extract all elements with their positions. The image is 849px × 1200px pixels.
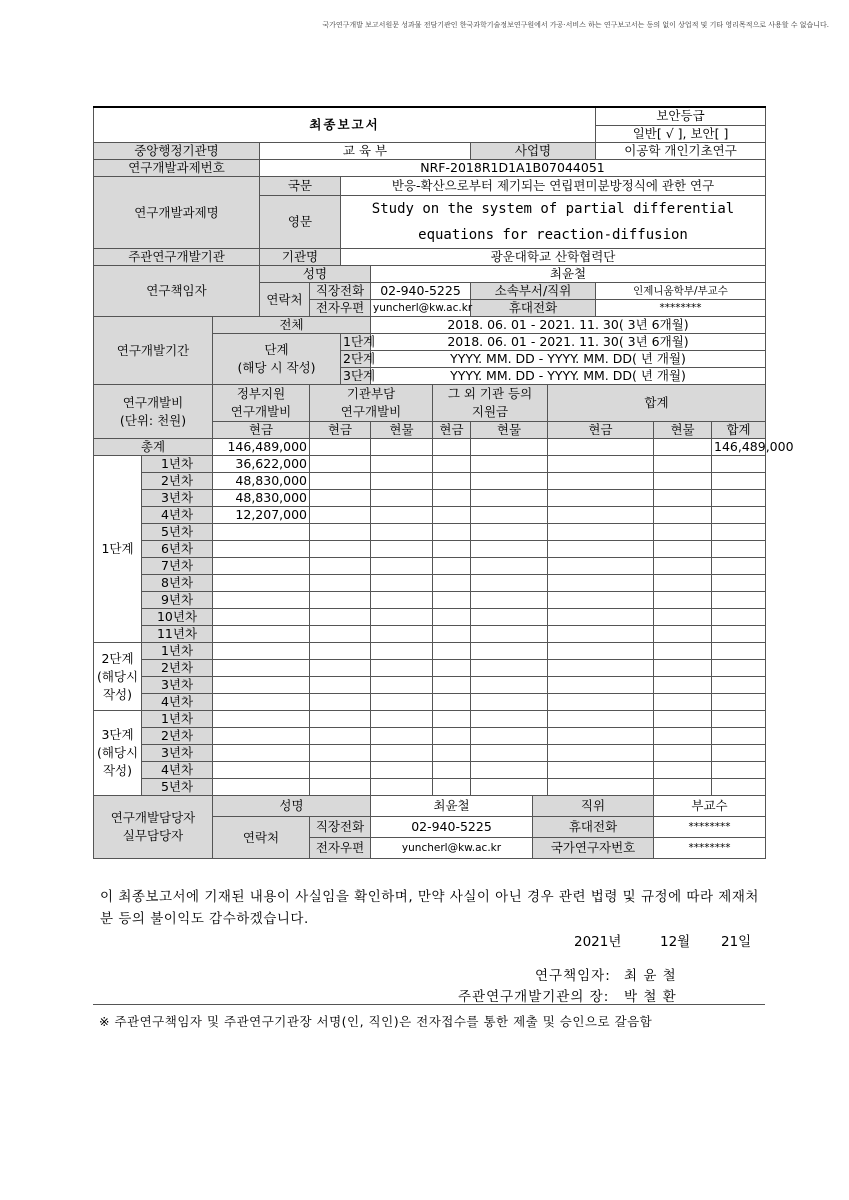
gov-cash-value: [213, 609, 310, 626]
staff-mobile-label: 휴대전화: [533, 817, 654, 838]
empty-cell: [712, 490, 766, 507]
pi-label: 연구책임자: [94, 266, 260, 317]
empty-cell: [433, 711, 471, 728]
staff-label: 연구개발담당자: [110, 810, 196, 825]
empty-cell: [310, 660, 371, 677]
year-label: 3년차: [142, 677, 213, 694]
year-label: 11년차: [142, 626, 213, 643]
year-label: 3년차: [142, 745, 213, 762]
budget-row: [94, 728, 766, 745]
empty-cell: [371, 473, 433, 490]
empty-cell: [471, 473, 548, 490]
empty-cell: [654, 473, 712, 490]
empty-cell: [371, 558, 433, 575]
pi-contact-label: 연락처: [260, 283, 310, 317]
empty-cell: [371, 541, 433, 558]
task-name-eng-line1: Study on the system of partial differential: [371, 201, 735, 217]
empty-cell: [712, 660, 766, 677]
gov-cash-label: 현금: [213, 422, 310, 439]
empty-cell: [471, 609, 548, 626]
pi-sign-name: 최 윤 철: [624, 968, 677, 984]
sum-total-label: 합계: [712, 422, 766, 439]
gov-cash-value: [213, 660, 310, 677]
institution-label: 주관연구개발기관: [94, 249, 260, 266]
year-label: 2년차: [142, 728, 213, 745]
empty-cell: [371, 575, 433, 592]
empty-cell: [654, 745, 712, 762]
empty-cell: [548, 541, 654, 558]
empty-cell: [471, 643, 548, 660]
security-value: 일반[ √ ], 보안[ ]: [596, 125, 766, 143]
gov-cash-value: 48,830,000: [213, 490, 310, 507]
year-label: 2년차: [142, 660, 213, 677]
empty-cell: [371, 779, 433, 796]
period-stage-label: 단계: [264, 342, 289, 357]
empty-cell: [712, 677, 766, 694]
pi-phone: 02-940-5225: [371, 283, 471, 300]
empty-cell: [712, 609, 766, 626]
inst-cash-label: 현금: [310, 422, 371, 439]
staff-name: 최윤철: [371, 796, 533, 817]
empty-cell: [654, 592, 712, 609]
budget-row: [94, 592, 766, 609]
year-label: 6년차: [142, 541, 213, 558]
sum-kind-label: 현물: [654, 422, 712, 439]
stage1-label-line: 1단계: [101, 541, 134, 556]
empty-cell: [471, 592, 548, 609]
empty-cell: [471, 456, 548, 473]
other-kind-label: 현물: [471, 422, 548, 439]
empty-cell: [433, 677, 471, 694]
empty-cell: [433, 473, 471, 490]
empty-cell: [548, 762, 654, 779]
empty-cell: [654, 558, 712, 575]
empty-cell: [471, 558, 548, 575]
year-label: 5년차: [142, 779, 213, 796]
empty-cell: [371, 490, 433, 507]
empty-cell: [371, 456, 433, 473]
budget-row: [94, 745, 766, 762]
pi-email: yuncherl@kw.ac.kr: [371, 300, 471, 317]
pi-mobile: ********: [596, 300, 766, 317]
empty-cell: [310, 456, 371, 473]
gov-fund-label2: 연구개발비: [230, 404, 292, 419]
agency-value: 교 육 부: [260, 143, 471, 160]
budget-unit: (단위: 천원): [119, 412, 187, 428]
empty-cell: [310, 728, 371, 745]
empty-cell: [433, 524, 471, 541]
empty-cell: [310, 592, 371, 609]
empty-cell: [654, 762, 712, 779]
date-year: 2021년: [574, 934, 622, 950]
budget-row: [94, 524, 766, 541]
empty-cell: [371, 745, 433, 762]
staff-contact-label: 연락처: [213, 817, 310, 859]
empty-cell: [471, 762, 548, 779]
empty-cell: [654, 609, 712, 626]
empty-cell: [433, 728, 471, 745]
empty-cell: [712, 711, 766, 728]
gov-cash-value: [213, 762, 310, 779]
report-form: [93, 106, 794, 859]
year-label: 3년차: [142, 490, 213, 507]
empty-cell: [654, 575, 712, 592]
copyright-notice: 국가연구개발 보고서원문 성과물 전담기관인 한국과학기술정보연구원에서 가공·서비스 하는 연구보고서는 동의 없이 상업적 및 기타 영리목적으로 사용할 수 없습니다.: [322, 21, 829, 29]
sum-fund-label: 합계: [548, 385, 766, 422]
year-label: 4년차: [142, 762, 213, 779]
head-sign-label: 주관연구개발기관의 장:: [458, 989, 610, 1005]
period-total: 2018. 06. 01 - 2021. 11. 30( 3년 6개월): [371, 317, 766, 334]
other-fund-label: 그 외 기관 등의: [447, 386, 533, 401]
empty-cell: [471, 541, 548, 558]
empty-cell: [548, 677, 654, 694]
date-month: 12월: [660, 934, 691, 950]
stage3-label-line: 작성): [102, 763, 133, 778]
task-name-kor-label: 국문: [260, 177, 341, 196]
staff-phone-label: 직장전화: [310, 817, 371, 838]
empty-cell: [471, 677, 548, 694]
task-name-eng-label: 영문: [260, 196, 341, 249]
empty-cell: [654, 541, 712, 558]
period-stage-note: (해당 시 작성): [237, 360, 316, 375]
empty-cell: [712, 592, 766, 609]
other-fund-label2: 지원금: [471, 404, 509, 419]
stage3-label: [94, 711, 142, 796]
gov-cash-value: [213, 541, 310, 558]
empty-cell: [371, 694, 433, 711]
year-label: 1년차: [142, 643, 213, 660]
empty-cell: [712, 745, 766, 762]
empty-cell: [433, 575, 471, 592]
footer-divider: [93, 1004, 765, 1005]
empty-cell: [433, 507, 471, 524]
pi-phone-label: 직장전화: [310, 283, 371, 300]
empty-cell: [310, 541, 371, 558]
task-name-eng-line2: equations for reaction-diffusion: [418, 227, 688, 243]
task-no-value: NRF-2018R1D1A1B07044051: [260, 160, 766, 177]
stage3-label-line: 3단계: [101, 727, 134, 742]
empty-cell: [310, 677, 371, 694]
empty-cell: [371, 660, 433, 677]
empty-cell: [548, 660, 654, 677]
empty-cell: [433, 660, 471, 677]
budget-row: [94, 643, 766, 660]
empty-cell: [712, 762, 766, 779]
researcher-no-label: 국가연구자번호: [533, 838, 654, 859]
period-s1-label: 1단계: [341, 334, 371, 351]
empty-cell: [310, 779, 371, 796]
empty-cell: [548, 609, 654, 626]
year-label: 8년차: [142, 575, 213, 592]
empty-cell: [433, 626, 471, 643]
empty-cell: [471, 711, 548, 728]
institution-name-label: 기관명: [260, 249, 341, 266]
period-s3: YYYY. MM. DD - YYYY. MM. DD( 년 개월): [371, 368, 766, 385]
pi-sign-label: 연구책임자:: [535, 968, 611, 984]
period-s2: YYYY. MM. DD - YYYY. MM. DD( 년 개월): [371, 351, 766, 368]
empty-cell: [310, 643, 371, 660]
empty-cell: [433, 541, 471, 558]
empty-cell: [548, 694, 654, 711]
empty-cell: [654, 643, 712, 660]
empty-cell: [433, 643, 471, 660]
empty-cell: [548, 575, 654, 592]
agency-label: 중앙행정기관명: [94, 143, 260, 160]
empty-cell: [712, 524, 766, 541]
budget-row: [94, 456, 766, 473]
budget-row: [94, 609, 766, 626]
empty-cell: [371, 762, 433, 779]
empty-cell: [712, 626, 766, 643]
empty-cell: [433, 694, 471, 711]
gov-cash-value: 36,622,000: [213, 456, 310, 473]
sum-cash-label: 현금: [548, 422, 654, 439]
gov-cash-value: [213, 728, 310, 745]
gov-cash-value: [213, 677, 310, 694]
program-label: 사업명: [471, 143, 596, 160]
empty-cell: [371, 592, 433, 609]
gov-cash-value: [213, 643, 310, 660]
empty-cell: [654, 711, 712, 728]
empty-cell: [310, 558, 371, 575]
security-label: 보안등급: [596, 107, 766, 125]
gov-cash-value: [213, 626, 310, 643]
empty-cell: [371, 643, 433, 660]
period-label: 연구개발기간: [94, 317, 213, 385]
staff-email: yuncherl@kw.ac.kr: [371, 838, 533, 859]
empty-cell: [471, 745, 548, 762]
empty-cell: [433, 745, 471, 762]
empty-cell: [471, 490, 548, 507]
declaration-text: 이 최종보고서에 기재된 내용이 사실임을 확인하며, 만약 사실이 아닌 경우 관련 법령 및 규정에 따라 제재처분 등의 불이익도 감수하겠습니다.: [100, 889, 759, 927]
empty-cell: [471, 779, 548, 796]
year-label: 1년차: [142, 456, 213, 473]
gov-cash-value: [213, 711, 310, 728]
empty-cell: [310, 524, 371, 541]
gov-fund-label: 정부지원: [236, 386, 286, 401]
budget-row: [94, 473, 766, 490]
empty-cell: [371, 728, 433, 745]
empty-cell: [548, 507, 654, 524]
gov-cash-value: 48,830,000: [213, 473, 310, 490]
empty-cell: [471, 660, 548, 677]
inst-fund-label2: 연구개발비: [340, 404, 402, 419]
empty-cell: [310, 626, 371, 643]
empty-cell: [433, 490, 471, 507]
empty-cell: [654, 728, 712, 745]
empty-cell: [371, 677, 433, 694]
budget-row: [94, 490, 766, 507]
empty-cell: [471, 626, 548, 643]
empty-cell: [654, 456, 712, 473]
empty-cell: [654, 677, 712, 694]
task-no-label: 연구개발과제번호: [94, 160, 260, 177]
empty-cell: [712, 558, 766, 575]
budget-row: [94, 711, 766, 728]
pi-dept-label: 소속부서/직위: [471, 283, 596, 300]
empty-cell: [654, 626, 712, 643]
gov-cash-value: [213, 745, 310, 762]
empty-cell: [471, 507, 548, 524]
empty-cell: [654, 524, 712, 541]
program-value: 이공학 개인기초연구: [596, 143, 766, 160]
period-total-label: 전체: [213, 317, 371, 334]
stage2-label-line: 작성): [102, 686, 133, 702]
year-label: 1년차: [142, 711, 213, 728]
empty-cell: [654, 779, 712, 796]
empty-cell: [712, 541, 766, 558]
empty-cell: [371, 609, 433, 626]
empty-cell: [548, 592, 654, 609]
budget-total-sum: 146,489,000: [712, 439, 766, 456]
inst-kind-label: 현물: [371, 422, 433, 439]
empty-cell: [310, 711, 371, 728]
stage2-label: [94, 643, 142, 711]
empty-cell: [371, 626, 433, 643]
empty-cell: [548, 728, 654, 745]
year-label: 7년차: [142, 558, 213, 575]
budget-row: [94, 677, 766, 694]
footnote: ※ 주관연구책임자 및 주관연구기관장 서명(인, 직인)은 전자접수를 통한 제출 및 승인으로 갈음함: [99, 1014, 653, 1029]
empty-cell: [548, 524, 654, 541]
budget-row: [94, 626, 766, 643]
other-cash-label: 현금: [433, 422, 471, 439]
budget-total-gov: 146,489,000: [213, 439, 310, 456]
empty-cell: [371, 711, 433, 728]
empty-cell: [433, 762, 471, 779]
empty-cell: [310, 473, 371, 490]
empty-cell: [548, 745, 654, 762]
budget-row: [94, 575, 766, 592]
head-sign-name: 박 철 환: [624, 989, 677, 1005]
gov-cash-value: [213, 779, 310, 796]
empty-cell: [471, 524, 548, 541]
empty-cell: [654, 694, 712, 711]
empty-cell: [548, 473, 654, 490]
stage1-label: [94, 456, 142, 643]
empty-cell: [548, 779, 654, 796]
gov-cash-value: [213, 524, 310, 541]
year-label: 5년차: [142, 524, 213, 541]
report-title: 최종보고서: [94, 107, 596, 143]
empty-cell: [471, 694, 548, 711]
budget-row: [94, 541, 766, 558]
empty-cell: [712, 507, 766, 524]
empty-cell: [654, 660, 712, 677]
budget-row: [94, 779, 766, 796]
empty-cell: [310, 745, 371, 762]
empty-cell: [712, 728, 766, 745]
budget-label: 연구개발비: [122, 394, 184, 410]
gov-cash-value: [213, 694, 310, 711]
task-name-label: 연구개발과제명: [94, 177, 260, 249]
stage3-label-line: (해당시: [96, 745, 139, 760]
empty-cell: [654, 507, 712, 524]
staff-pos: 부교수: [654, 796, 766, 817]
pi-name-label: 성명: [260, 266, 371, 283]
pi-dept: 인제니움학부/부교수: [596, 283, 766, 300]
empty-cell: [471, 575, 548, 592]
empty-cell: [310, 762, 371, 779]
empty-cell: [548, 626, 654, 643]
empty-cell: [712, 643, 766, 660]
empty-cell: [548, 490, 654, 507]
year-label: 10년차: [142, 609, 213, 626]
date-day: 21일: [721, 934, 752, 950]
staff-pos-label: 직위: [533, 796, 654, 817]
institution-name: 광운대학교 산학협력단: [341, 249, 766, 266]
budget-row: [94, 660, 766, 677]
period-s2-label: 2단계: [341, 351, 371, 368]
gov-cash-value: [213, 575, 310, 592]
year-label: 2년차: [142, 473, 213, 490]
task-name-kor: 반응-확산으로부터 제기되는 연립편미분방정식에 관한 연구: [341, 177, 766, 196]
gov-cash-value: 12,207,000: [213, 507, 310, 524]
staff-name-label: 성명: [213, 796, 371, 817]
empty-cell: [548, 558, 654, 575]
budget-total-label: 총계: [94, 439, 213, 456]
empty-cell: [548, 456, 654, 473]
empty-cell: [433, 558, 471, 575]
empty-cell: [433, 592, 471, 609]
empty-cell: [433, 779, 471, 796]
staff-label2: 실무담당자: [122, 828, 184, 843]
empty-cell: [712, 779, 766, 796]
inst-fund-label: 기관부담: [346, 386, 396, 401]
empty-cell: [433, 456, 471, 473]
empty-cell: [654, 490, 712, 507]
researcher-no: ********: [654, 838, 766, 859]
report-table: [93, 106, 794, 859]
empty-cell: [310, 609, 371, 626]
staff-phone: 02-940-5225: [371, 817, 533, 838]
empty-cell: [712, 694, 766, 711]
empty-cell: [433, 609, 471, 626]
empty-cell: [712, 456, 766, 473]
empty-cell: [371, 524, 433, 541]
empty-cell: [712, 575, 766, 592]
stage2-label-line: (해당시: [96, 668, 139, 684]
empty-cell: [310, 575, 371, 592]
empty-cell: [548, 711, 654, 728]
gov-cash-value: [213, 558, 310, 575]
empty-cell: [471, 728, 548, 745]
budget-row: [94, 558, 766, 575]
pi-mobile-label: 휴대전화: [471, 300, 596, 317]
pi-email-label: 전자우편: [310, 300, 371, 317]
empty-cell: [371, 507, 433, 524]
pi-name: 최윤철: [371, 266, 766, 283]
empty-cell: [548, 643, 654, 660]
empty-cell: [310, 490, 371, 507]
year-label: 9년차: [142, 592, 213, 609]
budget-row: [94, 762, 766, 779]
staff-mobile: ********: [654, 817, 766, 838]
budget-row: [94, 507, 766, 524]
empty-cell: [310, 507, 371, 524]
year-label: 4년차: [142, 694, 213, 711]
year-label: 4년차: [142, 507, 213, 524]
gov-cash-value: [213, 592, 310, 609]
empty-cell: [310, 694, 371, 711]
staff-email-label: 전자우편: [310, 838, 371, 859]
period-s1: 2018. 06. 01 - 2021. 11. 30( 3년 6개월): [371, 334, 766, 351]
period-s3-label: 3단계: [341, 368, 371, 385]
budget-row: [94, 694, 766, 711]
empty-cell: [712, 473, 766, 490]
stage2-label-line: 2단계: [101, 650, 134, 666]
